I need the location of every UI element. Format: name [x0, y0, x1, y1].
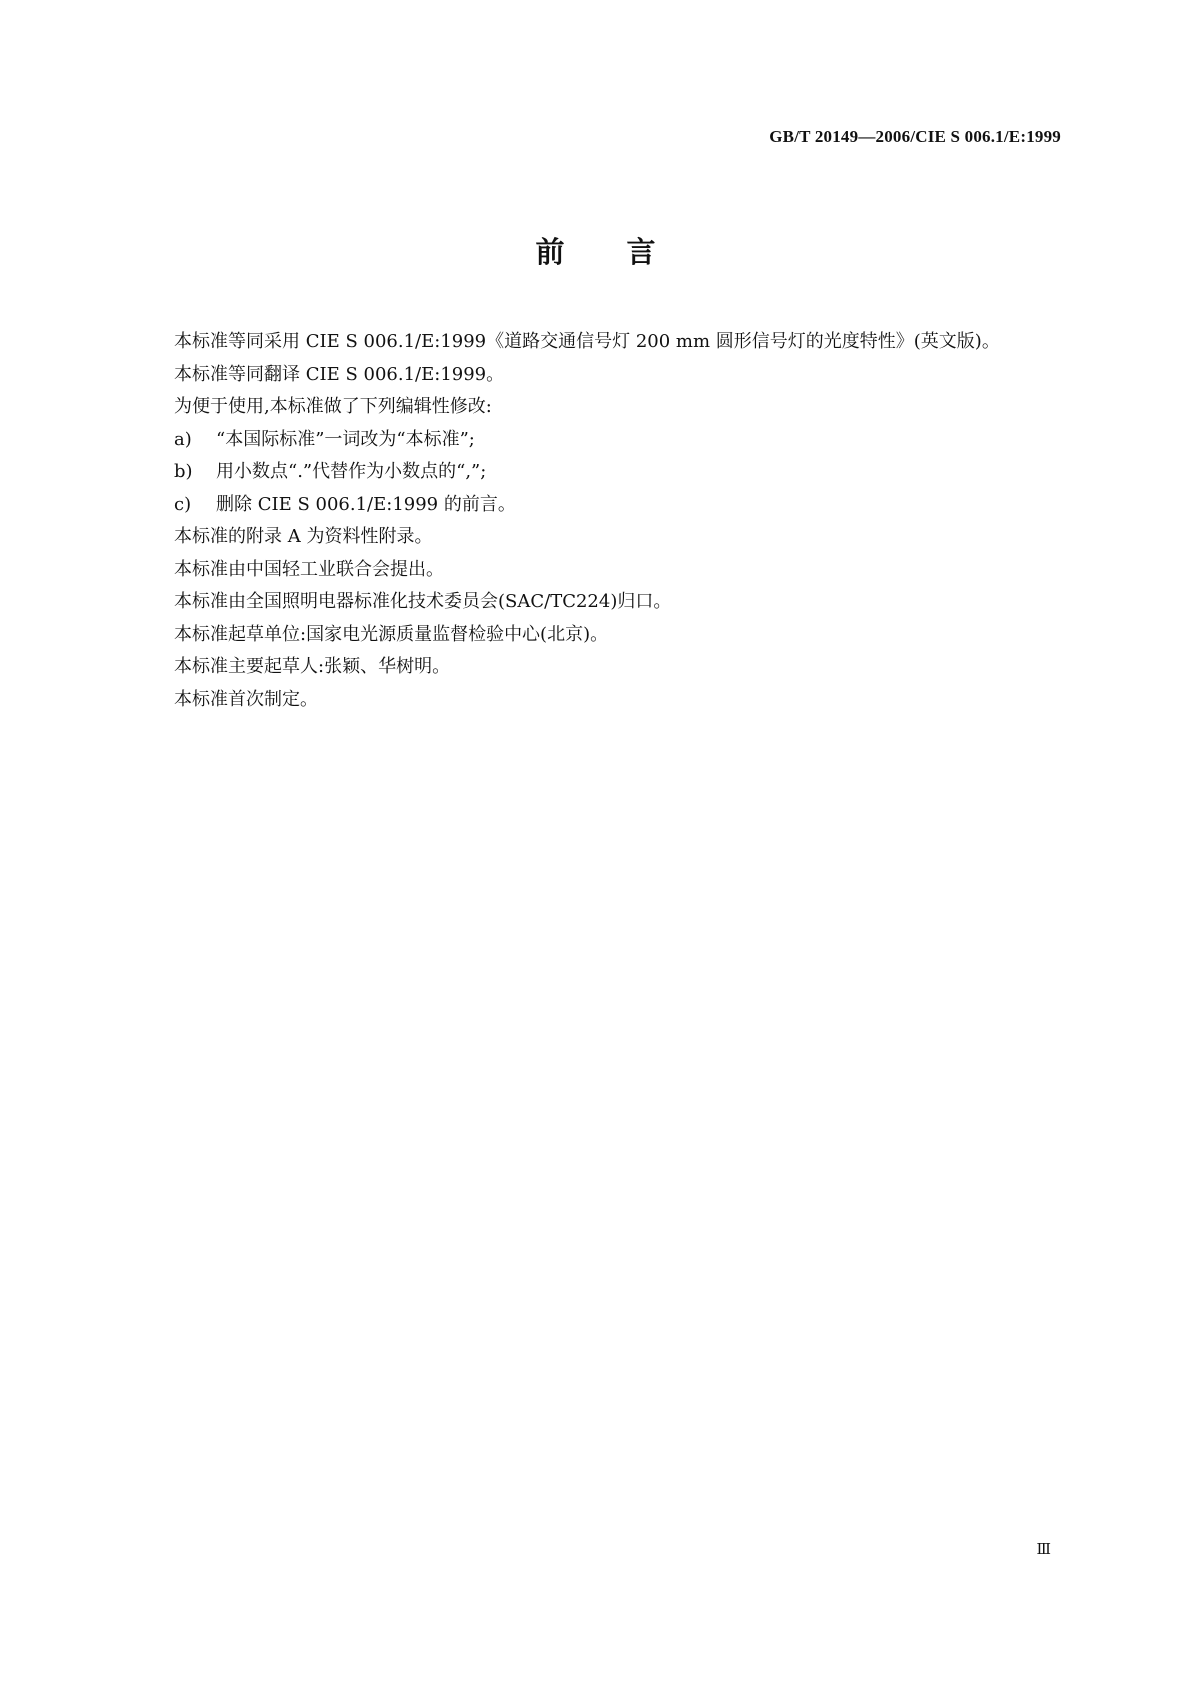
list-item-b	[134, 456, 1058, 489]
list-text: 删除 CIE S 006.1/E:1999 的前言。	[216, 493, 516, 515]
page-title: 前言	[535, 235, 718, 269]
list-text: 用小数点“.”代替作为小数点的“,”;	[216, 461, 487, 482]
paragraph-translation: 本标准等同翻译 CIE S 006.1/E:1999。	[174, 363, 505, 385]
standard-code: GB/T 20149—2006/CIE S 006.1/E:1999	[769, 127, 1061, 146]
list-label: a)	[174, 428, 192, 450]
list-text: “本国际标准”一词改为“本标准”;	[216, 428, 475, 450]
paragraph-drafters: 本标准主要起草人:张颖、华树明。	[174, 656, 451, 677]
paragraph-annex: 本标准的附录 A 为资料性附录。	[174, 526, 433, 547]
paragraph-first-edition: 本标准首次制定。	[174, 688, 318, 710]
list-label: c)	[174, 493, 192, 515]
paragraph-edits-intro: 为便于使用,本标准做了下列编辑性修改:	[174, 396, 492, 417]
preface-body	[134, 326, 1058, 716]
paragraph-proposer: 本标准由中国轻工业联合会提出。	[174, 558, 444, 580]
list-item-a	[134, 424, 1058, 457]
paragraph-committee: 本标准由全国照明电器标准化技术委员会(SAC/TC224)归口。	[174, 591, 672, 612]
page-number: Ⅲ	[1036, 1542, 1051, 1558]
paragraph-adoption: 本标准等同采用 CIE S 006.1/E:1999《道路交通信号灯 200 mm 圆形信号灯的光度特性》(英文版)。	[174, 331, 1000, 352]
list-label: b)	[174, 461, 193, 482]
list-item-c	[134, 489, 1058, 522]
paragraph-drafting-unit: 本标准起草单位:国家电光源质量监督检验中心(北京)。	[174, 623, 609, 645]
